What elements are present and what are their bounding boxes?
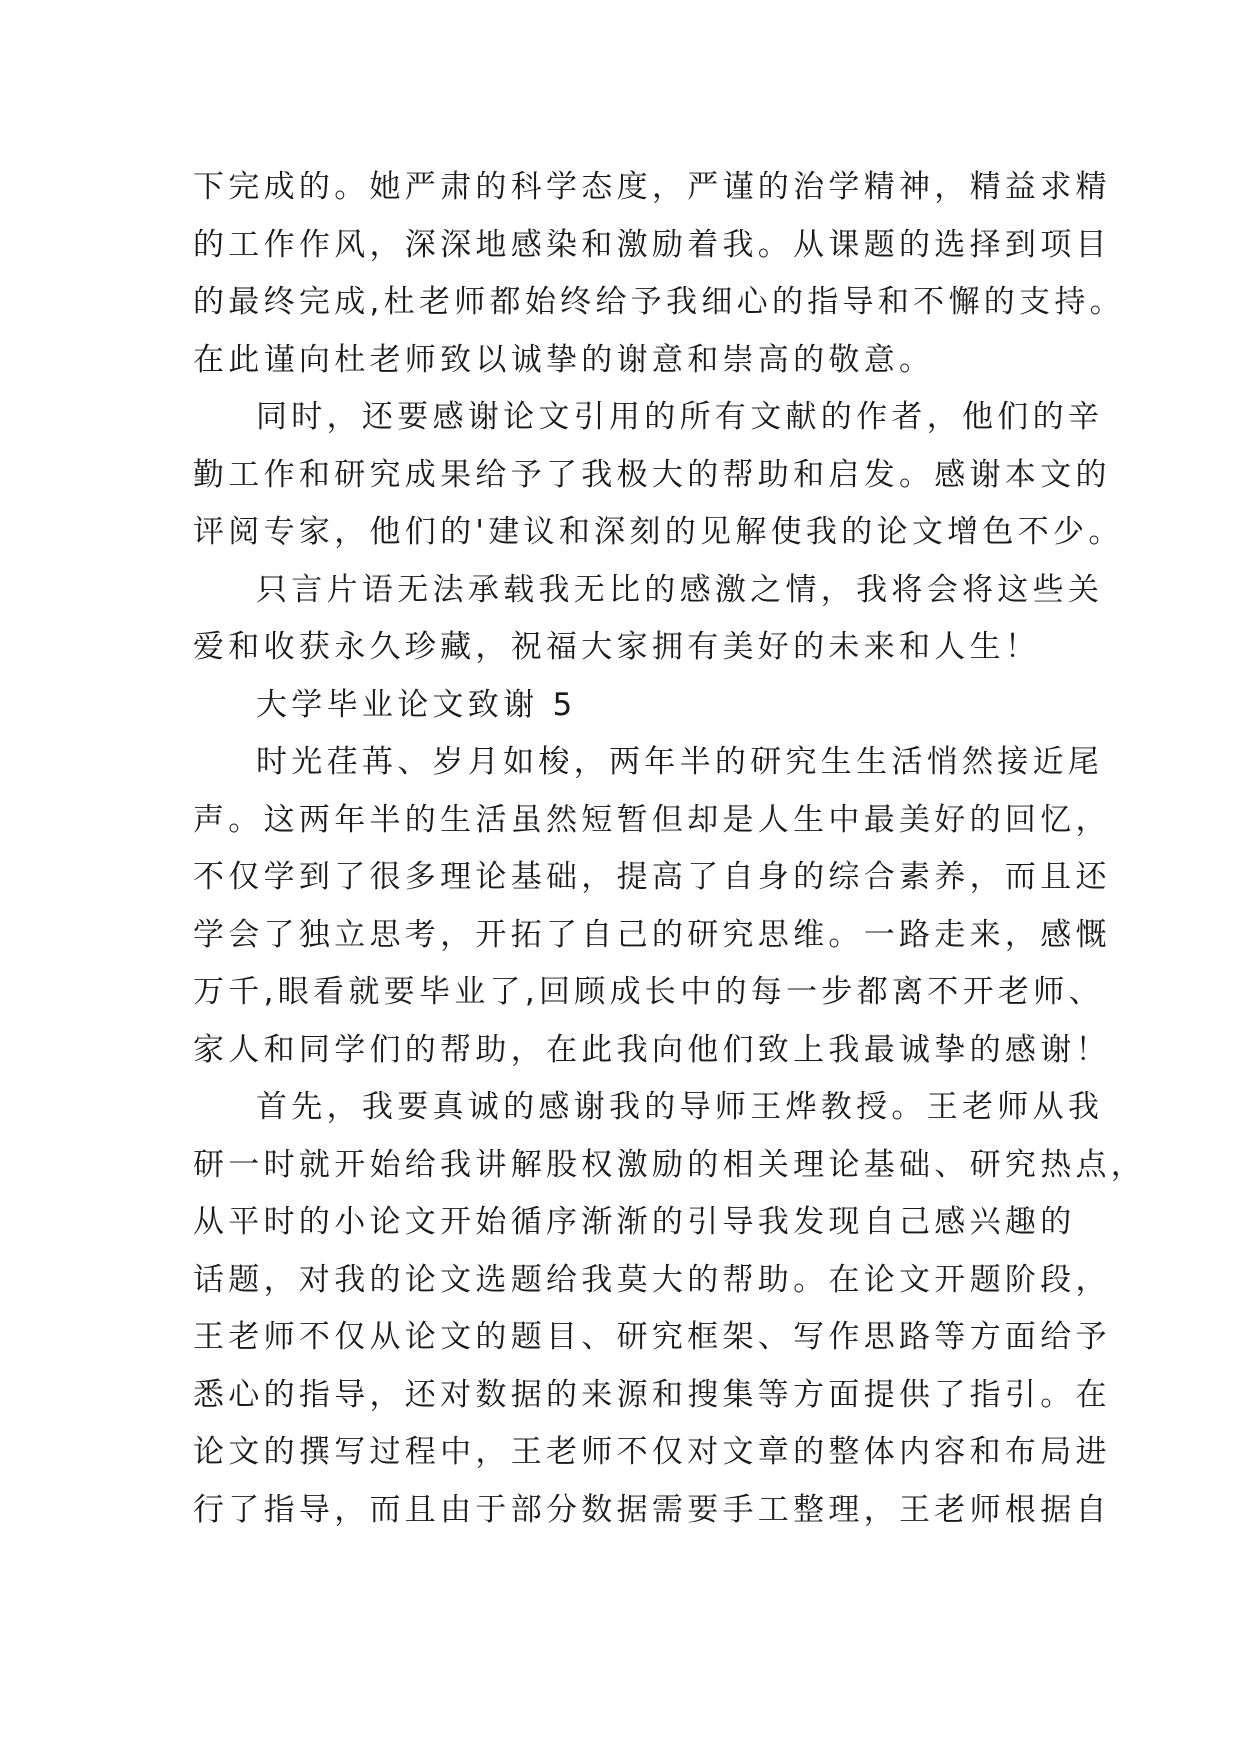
section-heading: 大学毕业论文致谢 5 — [256, 686, 577, 723]
text-line: 万千,眼看就要毕业了,回顾成长中的每一步都离不开老师、 — [193, 974, 1104, 1010]
text-line: 话题，对我的论文选题给我莫大的帮助。在论文开题阶段， — [193, 1261, 1111, 1298]
text-line: 的工作作风，深深地感染和激励着我。从课题的选择到项目 — [193, 226, 1111, 263]
text-line: 学会了独立思考，开拓了自己的研究思维。一路走来，感慨 — [193, 916, 1111, 953]
text-line: 评阅专家，他们的'建议和深刻的见解使我的论文增色不少。 — [193, 514, 1124, 550]
text-line: 下完成的。她严肃的科学态度，严谨的治学精神，精益求精 — [193, 169, 1111, 205]
text-line: 论文的撰写过程中，王老师不仅对文章的整体内容和布局进 — [193, 1434, 1111, 1470]
text-line: 研一时就开始给我讲解股权激励的相关理论基础、研究热点， — [193, 1146, 1147, 1183]
text-line: 从平时的小论文开始循序渐渐的引导我发现自己感兴趣的 — [193, 1204, 1076, 1240]
text-line: 的最终完成,杜老师都始终给予我细心的指导和不懈的支持。 — [193, 284, 1125, 320]
text-line: 家人和同学们的帮助，在此我向他们致上我最诚挚的感谢！ — [193, 1031, 1111, 1068]
text-line: 王老师不仅从论文的题目、研究框架、写作思路等方面给予 — [193, 1319, 1111, 1355]
text-line: 声。这两年半的生活虽然短暂但却是人生中最美好的回忆， — [193, 801, 1111, 838]
text-line: 勤工作和研究成果给予了我极大的帮助和启发。感谢本文的 — [193, 456, 1111, 493]
document-body — [193, 159, 1147, 1539]
paragraph-first-line: 首先，我要真诚的感谢我的导师王烨教授。王老师从我 — [256, 1089, 1104, 1125]
paragraph-first-line: 同时，还要感谢论文引用的所有文献的作者，他们的辛 — [256, 399, 1104, 435]
text-line: 爱和收获永久珍藏，祝福大家拥有美好的未来和人生！ — [193, 629, 1041, 665]
text-line: 不仅学到了很多理论基础，提高了自身的综合素养，而且还 — [193, 859, 1111, 895]
paragraph-first-line: 只言片语无法承载我无比的感激之情，我将会将这些关 — [256, 571, 1104, 608]
text-line: 在此谨向杜老师致以诚挚的谢意和崇高的敬意。 — [193, 341, 935, 378]
text-line: 悉心的指导，还对数据的来源和搜集等方面提供了指引。在 — [193, 1376, 1111, 1413]
text-line: 行了指导，而且由于部分数据需要手工整理，王老师根据自 — [193, 1491, 1111, 1528]
paragraph-first-line: 时光荏苒、岁月如梭，两年半的研究生生活悄然接近尾 — [256, 744, 1104, 780]
